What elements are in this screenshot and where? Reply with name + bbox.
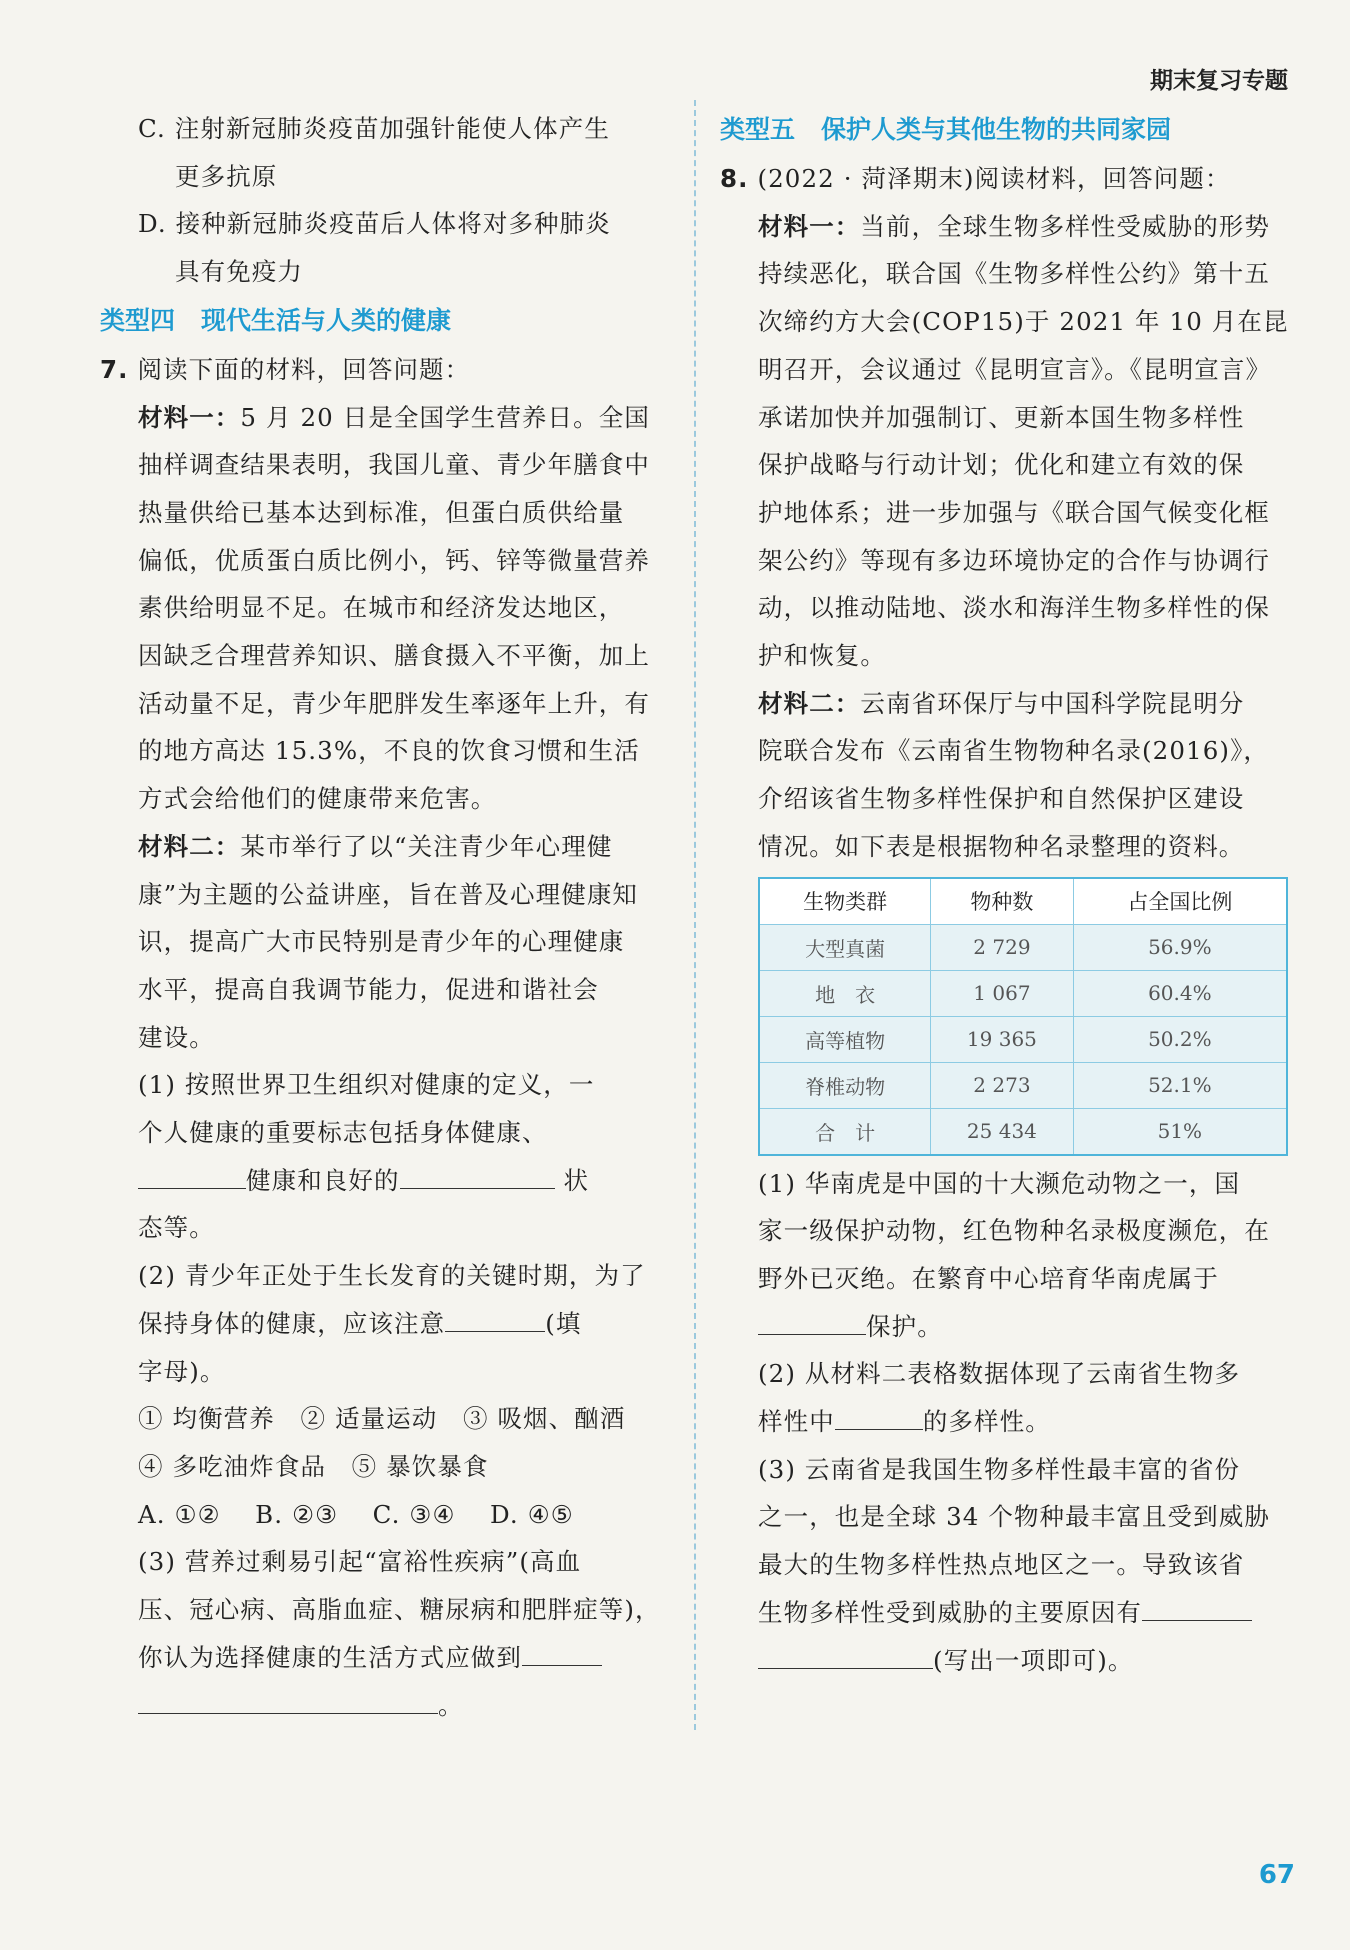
answer-blank[interactable] bbox=[138, 1166, 246, 1189]
column-divider bbox=[694, 100, 696, 1730]
q8-material1-text: 当前，全球生物多样性受威胁的形势 bbox=[860, 211, 1271, 241]
question-8-number: 8. bbox=[720, 164, 749, 193]
q8-material1-line: 架公约》等现有多边环境协定的合作与协调行 bbox=[758, 545, 1270, 575]
question-7-stem: 阅读下面的材料，回答问题： bbox=[137, 354, 471, 384]
table-row bbox=[759, 1016, 1287, 1062]
q7-part1-line2: 个人健康的重要标志包括身体健康、 bbox=[138, 1118, 548, 1148]
table-cell: 19 365 bbox=[931, 1016, 1074, 1062]
table-cell: 25 434 bbox=[931, 1108, 1074, 1155]
q8-material2-line: 介绍该省生物多样性保护和自然保护区建设 bbox=[758, 784, 1245, 814]
q7-material1-line: 热量供给已基本达到标准，但蛋白质供给量 bbox=[138, 497, 625, 527]
q8-material1-line: 保护战略与行动计划；优化和建立有效的保 bbox=[758, 450, 1245, 480]
q7-options-line2: ④ 多吃油炸食品 ⑤ 暴饮暴食 bbox=[138, 1451, 489, 1481]
q7-material1-line bbox=[100, 394, 670, 442]
q7-material1-line: 素供给明显不足。在城市和经济发达地区， bbox=[138, 593, 625, 623]
q7-part3-line3 bbox=[100, 1634, 670, 1682]
section-title-5 bbox=[720, 105, 1290, 155]
table-cell: 50.2% bbox=[1073, 1016, 1287, 1062]
q7-part1-line3 bbox=[100, 1157, 670, 1205]
table-header-cell: 生物类群 bbox=[759, 878, 931, 925]
q7-part1-text: 健康和良好的 bbox=[246, 1165, 400, 1195]
table-header-cell: 占全国比例 bbox=[1073, 878, 1287, 925]
q8-material1-line bbox=[720, 203, 1290, 251]
q8-material1-label: 材料一： bbox=[758, 211, 861, 241]
q7-material1-line: 活动量不足，青少年肥胖发生率逐年上升，有 bbox=[138, 688, 650, 718]
table-row bbox=[759, 970, 1287, 1016]
answer-blank[interactable] bbox=[522, 1643, 602, 1666]
table-cell: 合 计 bbox=[759, 1108, 931, 1155]
q8-material1-line: 次缔约方大会(COP15)于 2021 年 10 月在昆 bbox=[758, 307, 1289, 337]
table-cell: 2 729 bbox=[931, 924, 1074, 970]
q7-material1-label: 材料一： bbox=[138, 402, 241, 432]
left-column bbox=[100, 105, 670, 1729]
q8-part1-line2: 家一级保护动物，红色物种名录极度濒危，在 bbox=[758, 1216, 1270, 1246]
page-number: 67 bbox=[1258, 1860, 1295, 1890]
q7-part1-line4: 态等。 bbox=[138, 1213, 215, 1243]
option-c-line1: C. 注射新冠肺炎疫苗加强针能使人体产生 bbox=[138, 114, 610, 143]
q8-part3-line1: (3) 云南省是我国生物多样性最丰富的省份 bbox=[758, 1454, 1241, 1484]
q7-material1-line: 偏低，优质蛋白质比例小，钙、锌等微量营养 bbox=[138, 545, 650, 575]
answer-blank[interactable] bbox=[1142, 1598, 1252, 1621]
q7-material1-line: 因缺乏合理营养知识、膳食摄入不平衡，加上 bbox=[138, 641, 650, 671]
section-4-label: 类型四 bbox=[100, 305, 176, 335]
q7-material1-line: 的地方高达 15.3%，不良的饮食习惯和生活 bbox=[138, 736, 640, 766]
q8-part2-line1: (2) 从材料二表格数据体现了云南省生物多 bbox=[758, 1359, 1241, 1389]
q8-part1-line1: (1) 华南虎是中国的十大濒危动物之一，国 bbox=[758, 1168, 1241, 1198]
q8-material1-line: 持续恶化，联合国《生物多样性公约》第十五 bbox=[758, 259, 1270, 289]
q7-material2-line: 康”为主题的公益讲座，旨在普及心理健康知 bbox=[138, 879, 639, 909]
table-cell: 地 衣 bbox=[759, 970, 931, 1016]
answer-blank[interactable] bbox=[138, 1691, 438, 1714]
q8-material2-line: 情况。如下表是根据物种名录整理的资料。 bbox=[758, 831, 1245, 861]
table-cell: 1 067 bbox=[931, 970, 1074, 1016]
section-5-label: 类型五 bbox=[720, 115, 796, 144]
answer-blank[interactable] bbox=[758, 1312, 866, 1335]
option-d-line1: D. 接种新冠肺炎疫苗后人体将对多种肺炎 bbox=[138, 209, 611, 239]
q7-material1-text: 5 月 20 日是全国学生营养日。全国 bbox=[240, 402, 650, 432]
q7-part3-end: 。 bbox=[438, 1690, 464, 1720]
q8-material1-line: 护和恢复。 bbox=[758, 641, 886, 671]
q7-part1-line1: (1) 按照世界卫生组织对健康的定义，一 bbox=[138, 1070, 595, 1100]
q8-part1-line3: 野外已灭绝。在繁育中心培育华南虎属于 bbox=[758, 1263, 1219, 1293]
table-cell: 52.1% bbox=[1073, 1062, 1287, 1108]
answer-blank[interactable] bbox=[835, 1407, 923, 1430]
table-cell: 2 273 bbox=[931, 1062, 1074, 1108]
q8-part1-end: 保护。 bbox=[866, 1311, 943, 1341]
q8-material2-label: 材料二： bbox=[758, 688, 861, 718]
table-cell: 51% bbox=[1073, 1108, 1287, 1155]
option-c-line2: 更多抗原 bbox=[175, 161, 278, 191]
answer-blank[interactable] bbox=[400, 1166, 555, 1189]
q7-material2-label: 材料二： bbox=[138, 831, 241, 861]
q8-part2-line2 bbox=[720, 1398, 1290, 1446]
section-5-title: 保护人类与其他生物的共同家园 bbox=[821, 115, 1172, 144]
table-cell: 高等植物 bbox=[759, 1016, 931, 1062]
answer-blank[interactable] bbox=[758, 1646, 933, 1669]
q7-part3-line4 bbox=[100, 1682, 670, 1730]
q7-material2-text: 某市举行了以“关注青少年心理健 bbox=[240, 831, 613, 861]
q7-material2-line: 水平，提高自我调节能力，促进和谐社会 bbox=[138, 974, 599, 1004]
q7-part3-line2: 压、冠心病、高脂血症、糖尿病和肥胖症等)， bbox=[138, 1595, 661, 1625]
q8-material2-line bbox=[720, 680, 1290, 728]
q7-material1-line: 抽样调查结果表明，我国儿童、青少年膳食中 bbox=[138, 450, 650, 480]
question-7-number: 7. bbox=[100, 354, 129, 384]
option-d-line2: 具有免疫力 bbox=[175, 257, 303, 287]
q7-part2-text-end: (填 bbox=[545, 1308, 582, 1338]
q7-part1-text-end: 状 bbox=[563, 1165, 590, 1195]
question-8-stem: (2022 · 菏泽期末)阅读材料，回答问题： bbox=[757, 164, 1231, 193]
section-title-4 bbox=[100, 296, 670, 346]
table-cell: 56.9% bbox=[1073, 924, 1287, 970]
q7-part2-line3: 字母)。 bbox=[138, 1356, 226, 1386]
table-row bbox=[759, 924, 1287, 970]
answer-blank[interactable] bbox=[445, 1309, 545, 1332]
q7-part2-line1: (2) 青少年正处于生长发育的关键时期，为了 bbox=[138, 1261, 646, 1291]
q8-material1-line: 明召开，会议通过《昆明宣言》。《昆明宣言》 bbox=[758, 354, 1272, 384]
q8-material1-line: 护地体系；进一步加强与《联合国气候变化框 bbox=[758, 497, 1270, 527]
q7-material2-line: 识，提高广大市民特别是青少年的心理健康 bbox=[138, 927, 625, 957]
q8-material1-line: 承诺加快并加强制订、更新本国生物多样性 bbox=[758, 402, 1245, 432]
q7-part2-text: 保持身体的健康，应该注意 bbox=[138, 1308, 446, 1338]
q7-part3-line1: (3) 营养过剩易引起“富裕性疾病”(高血 bbox=[138, 1547, 582, 1577]
q7-material1-line: 方式会给他们的健康带来危害。 bbox=[138, 784, 497, 814]
table-cell: 60.4% bbox=[1073, 970, 1287, 1016]
species-table bbox=[758, 877, 1288, 1156]
q8-part3-line3: 最大的生物多样性热点地区之一。导致该省 bbox=[758, 1550, 1245, 1580]
table-header-row bbox=[759, 878, 1287, 925]
q8-part3-line4 bbox=[720, 1589, 1290, 1637]
table-header-cell: 物种数 bbox=[931, 878, 1074, 925]
table-cell: 大型真菌 bbox=[759, 924, 931, 970]
q8-part3-line2: 之一，也是全球 34 个物种最丰富且受到威胁 bbox=[758, 1502, 1270, 1532]
q7-choices: A. ①② B. ②③ C. ③④ D. ④⑤ bbox=[138, 1499, 574, 1529]
q8-part3-end: (写出一项即可)。 bbox=[933, 1645, 1134, 1675]
q7-part3-text: 你认为选择健康的生活方式应做到 bbox=[138, 1642, 522, 1672]
header-label: 期末复习专题 bbox=[1150, 68, 1288, 94]
table-row bbox=[759, 1108, 1287, 1155]
q8-part2-text: 样性中 bbox=[758, 1407, 835, 1437]
q7-part2-line2 bbox=[100, 1300, 670, 1348]
q8-part2-text-end: 的多样性。 bbox=[922, 1407, 1051, 1437]
question-7-stem-line bbox=[100, 346, 670, 394]
q8-part3-text: 生物多样性受到威胁的主要原因有 bbox=[758, 1597, 1142, 1627]
q8-part3-line5 bbox=[720, 1637, 1290, 1685]
q7-options-line1: ① 均衡营养 ② 适量运动 ③ 吸烟、酗酒 bbox=[138, 1404, 626, 1434]
table-row bbox=[759, 1062, 1287, 1108]
q8-material2-line: 院联合发布《云南省生物物种名录(2016)》， bbox=[758, 736, 1270, 766]
q7-material2-line bbox=[100, 823, 670, 871]
q8-material1-line: 动，以推动陆地、淡水和海洋生物多样性的保 bbox=[758, 593, 1270, 623]
q8-material2-text: 云南省环保厅与中国科学院昆明分 bbox=[860, 688, 1245, 718]
right-column bbox=[720, 105, 1290, 1684]
section-4-title: 现代生活与人类的健康 bbox=[201, 305, 452, 335]
q8-part1-line4 bbox=[720, 1303, 1290, 1351]
question-8-stem-line bbox=[720, 155, 1290, 203]
table-cell: 脊椎动物 bbox=[759, 1062, 931, 1108]
q7-material2-line: 建设。 bbox=[138, 1022, 215, 1052]
